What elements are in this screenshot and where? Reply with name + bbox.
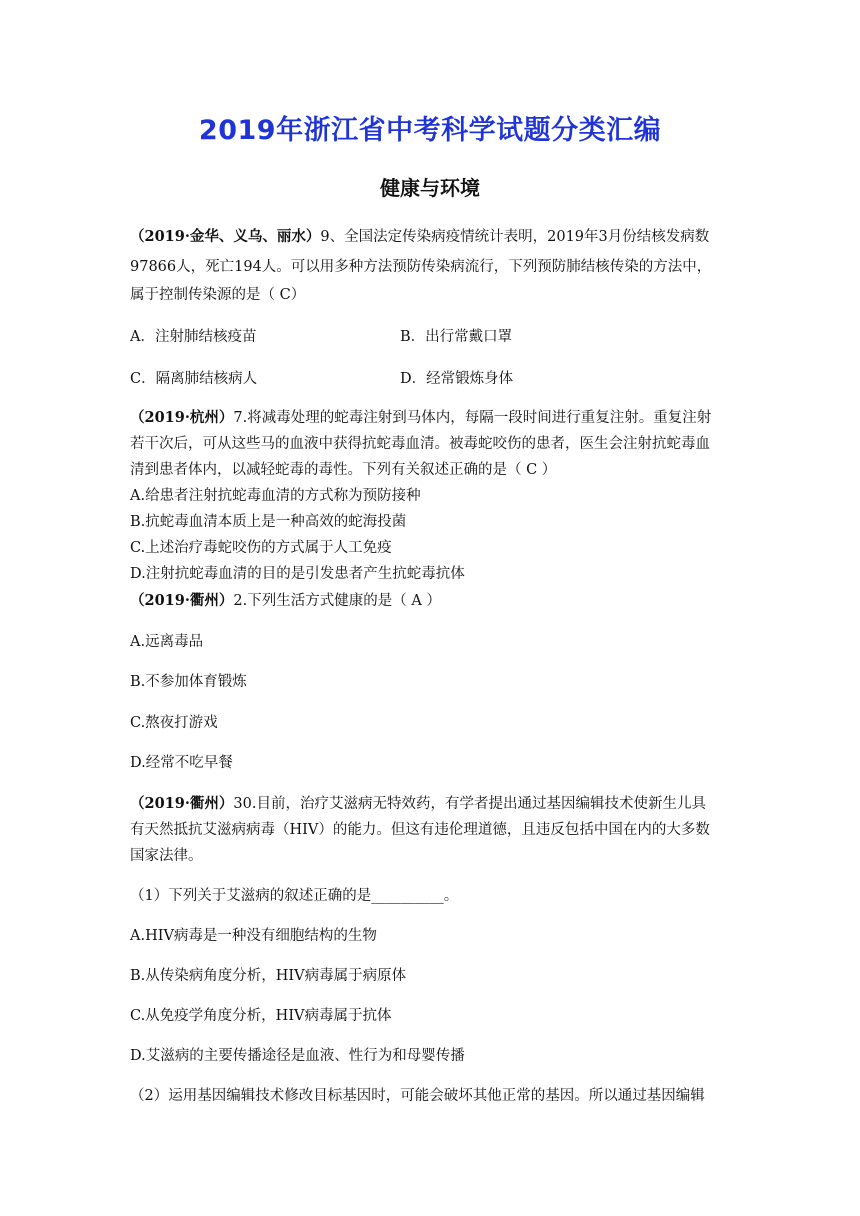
q3-text1: 2.下列生活方式健康的是（ A ）: [233, 593, 441, 609]
q1-option-d: D．经常锻炼身体: [400, 371, 514, 387]
q1-option-c: C．隔离肺结核病人: [130, 371, 258, 387]
q2-line3: 清到患者体内，以减轻蛇毒的毒性。下列有关叙述正确的是（ C ）: [130, 462, 557, 478]
q4-sub1: （1）下列关于艾滋病的叙述正确的是__________。: [130, 888, 459, 904]
q3-option-c: C.熬夜打游戏: [130, 715, 218, 731]
q2-option-b: B.抗蛇毒血清本质上是一种高效的蛇海投菌: [130, 514, 407, 530]
q2-source: （2019·杭州）: [130, 409, 234, 426]
q4-option-d: D.艾滋病的主要传播途径是血液、性行为和母婴传播: [130, 1048, 465, 1064]
q2-line2: 若干次后，可从这些马的血液中获得抗蛇毒血清。被毒蛇咬伤的患者，医生会注射抗蛇毒血: [130, 436, 710, 452]
q2-option-c: C.上述治疗毒蛇咬伤的方式属于人工免疫: [130, 540, 392, 556]
q4-option-c: C.从免疫学角度分析，HIV病毒属于抗体: [130, 1008, 392, 1024]
q4-line2: 有天然抵抗艾滋病病毒（HIV）的能力。但这有违伦理道德，且违反包括中国在内的大多数: [130, 822, 710, 838]
q1-line3: 属于控制传染源的是（ C）: [130, 287, 306, 303]
q3-source: （2019·衢州）: [130, 592, 234, 609]
q2-option-a: A.给患者注射抗蛇毒血清的方式称为预防接种: [130, 488, 421, 504]
q4-sub2: （2）运用基因编辑技术修改目标基因时，可能会破坏其他正常的基因。所以通过基因编辑: [130, 1088, 705, 1104]
q1-source: （2019·金华、义乌、丽水）: [130, 228, 321, 245]
q4-option-b: B.从传染病角度分析，HIV病毒属于病原体: [130, 968, 407, 984]
q1-line1: [130, 227, 740, 247]
q4-option-a: A.HIV病毒是一种没有细胞结构的生物: [130, 928, 377, 944]
q4-text1: 30.目前，治疗艾滋病无特效药，有学者提出通过基因编辑技术使新生儿具: [233, 796, 706, 812]
q3-line1: [130, 591, 740, 611]
q3-option-b: B.不参加体育锻炼: [130, 674, 247, 690]
q1-option-b: B．出行常戴口罩: [400, 329, 513, 345]
q2-line1: [130, 408, 740, 428]
page-title: 2019年浙江省中考科学试题分类汇编: [198, 115, 662, 146]
q1-option-a: A．注射肺结核疫苗: [130, 329, 257, 345]
q1-line2: 97866人，死亡194人。可以用多种方法预防传染病流行，下列预防肺结核传染的方法中，: [130, 259, 712, 275]
q2-option-d: D.注射抗蛇毒血清的目的是引发患者产生抗蛇毒抗体: [130, 566, 465, 582]
q4-source: （2019·衢州）: [130, 795, 234, 812]
q1-text1: 9、全国法定传染病疫情统计表明，2019年3月份结核发病数: [320, 229, 710, 245]
q3-option-d: D.经常不吃早餐: [130, 755, 233, 771]
q4-line3: 国家法律。: [130, 848, 203, 864]
q2-text1: 7.将减毒处理的蛇毒注射到马体内，每隔一段时间进行重复注射。重复注射: [233, 410, 712, 426]
q4-line1: [130, 794, 740, 814]
q3-option-a: A.远离毒品: [130, 634, 204, 650]
section-title: 健康与环境: [380, 176, 480, 200]
